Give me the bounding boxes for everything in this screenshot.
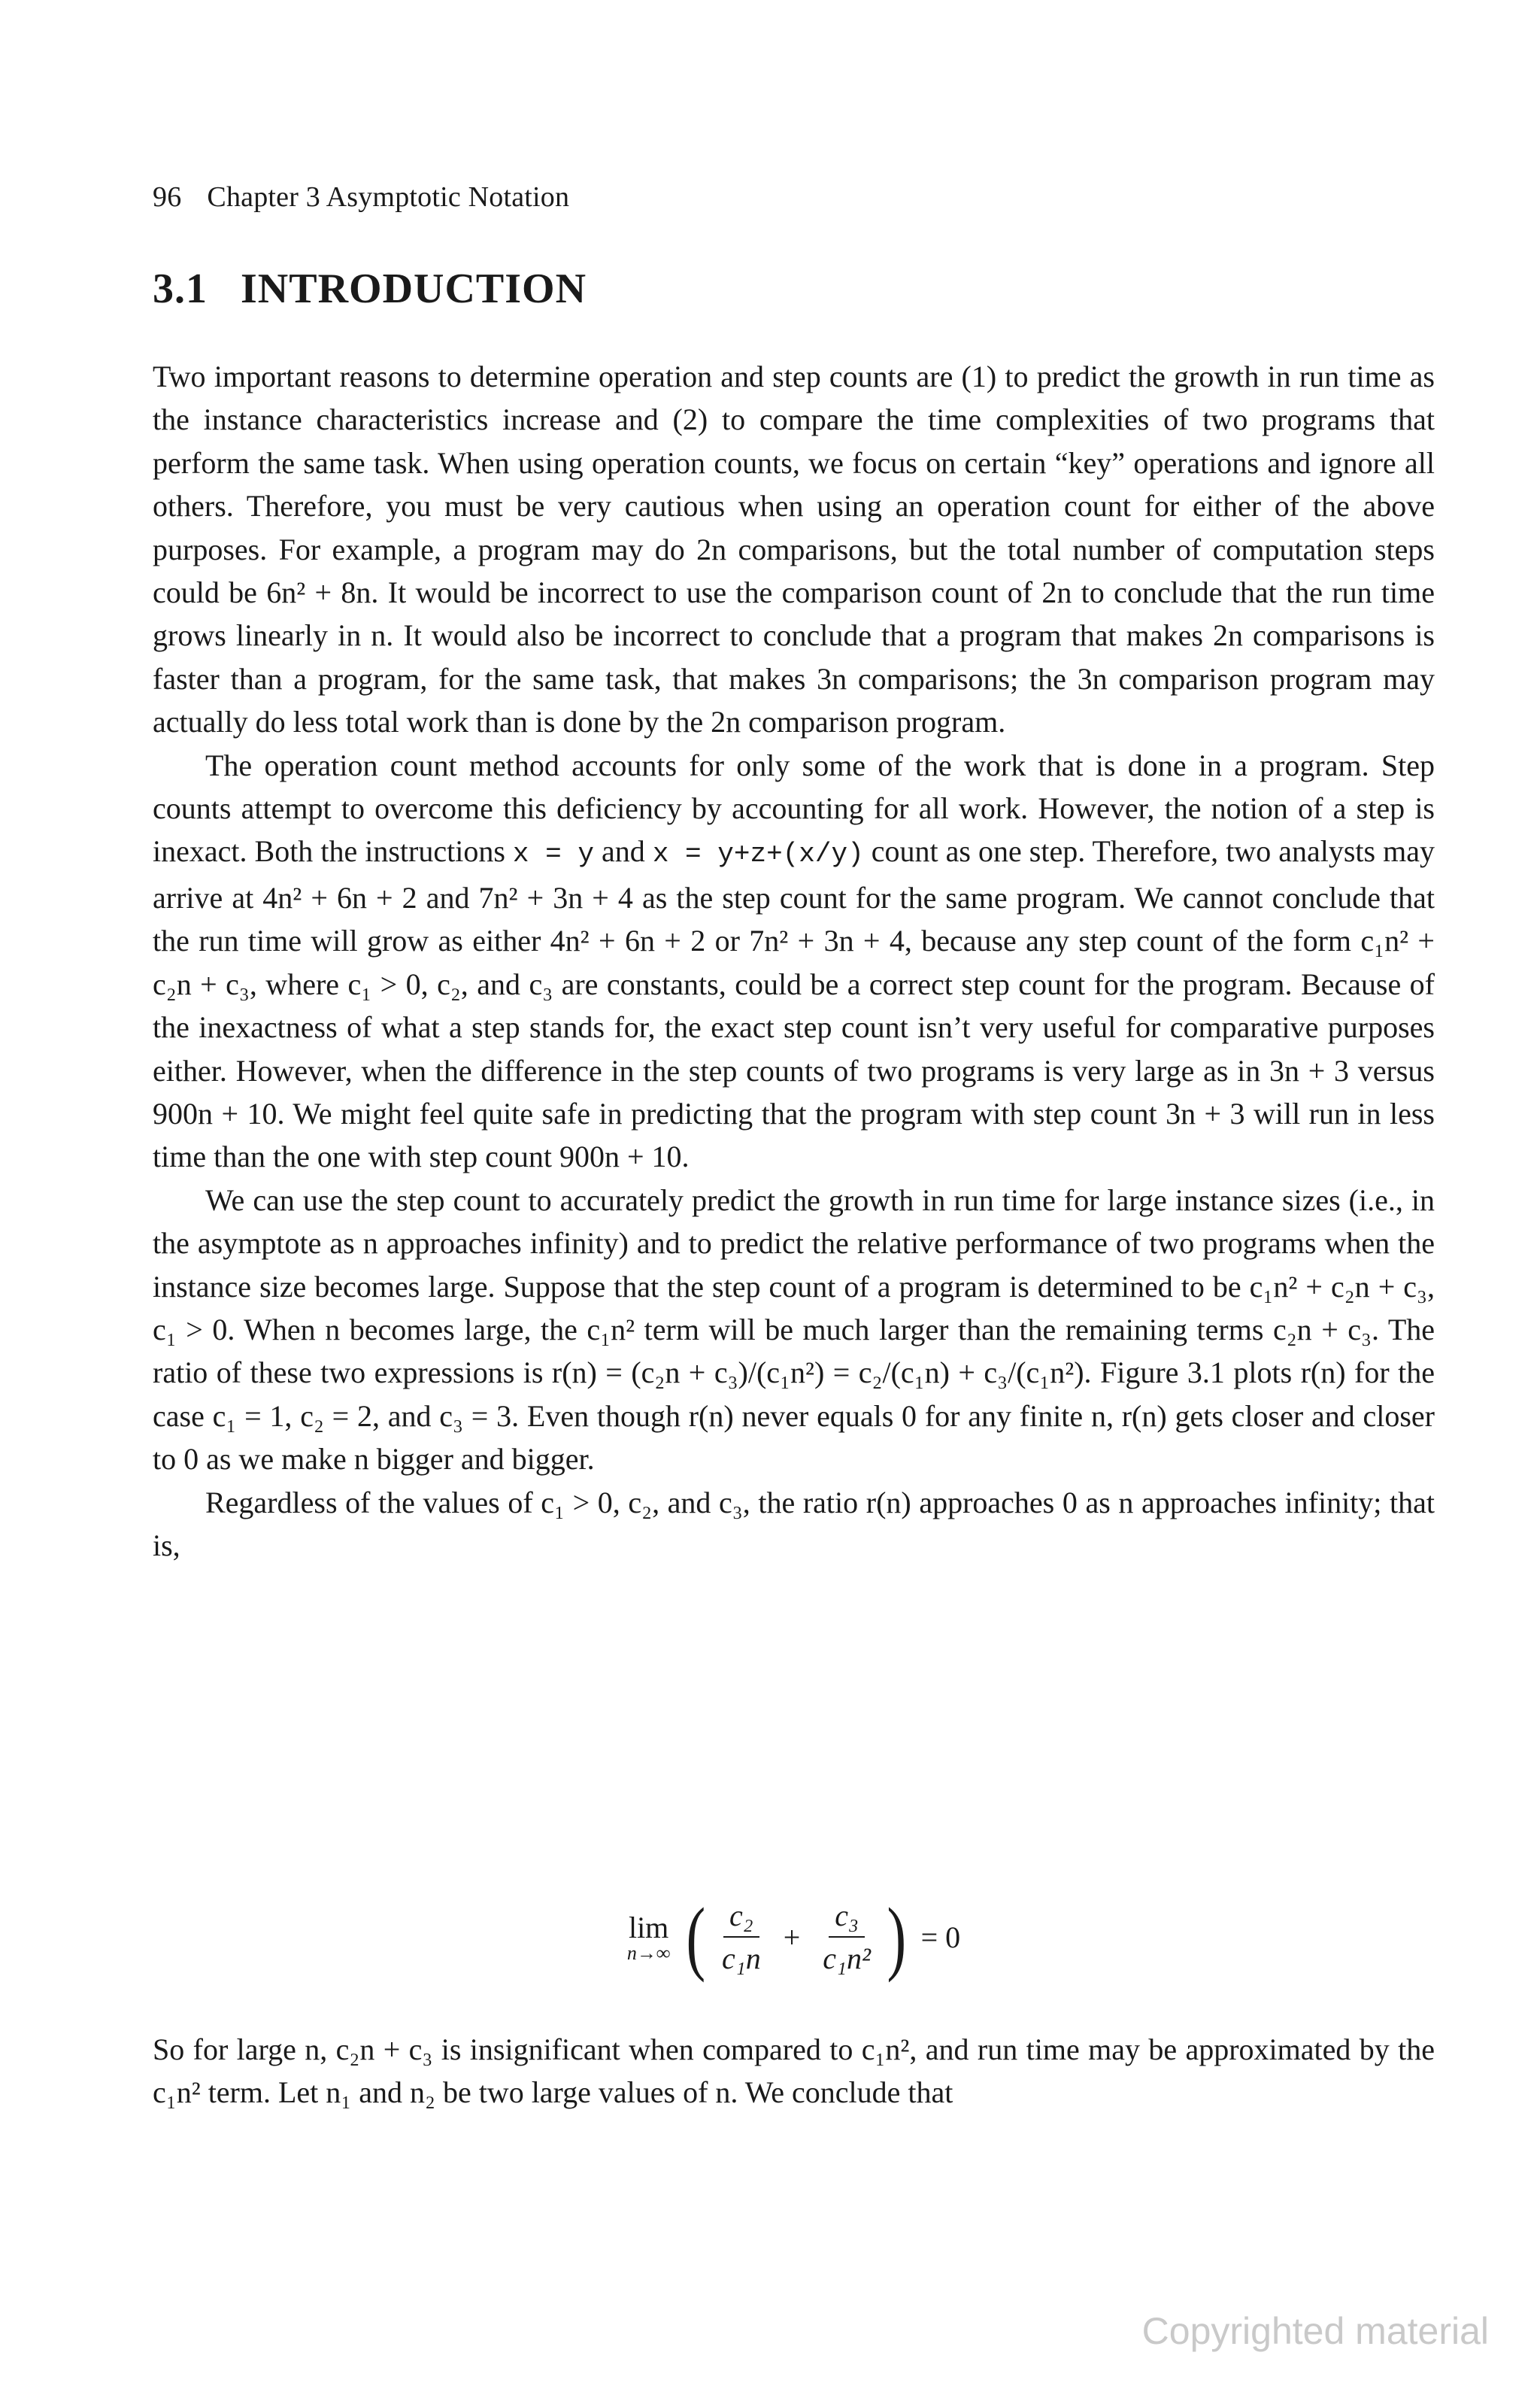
code-instruction-2: x = y+z+(x/y) <box>652 839 864 870</box>
fraction-2-numerator: c₃ <box>829 1898 865 1938</box>
fraction-1-denominator: c₁n <box>722 1941 761 1975</box>
section-heading <box>153 265 587 313</box>
section-number: 3.1 <box>153 266 208 312</box>
limit-label: lim <box>628 1910 669 1944</box>
right-paren: ) <box>887 1891 907 1983</box>
page-number: 96 <box>153 181 182 213</box>
running-title: Chapter 3 Asymptotic Notation <box>207 181 570 213</box>
paragraph-3: We can use the step count to accurately predict the growth in run time for large instance sizes (i.e., in the asymptote as n approaches infinity) and to predict the relative performance of two programs when the instance size becomes large. Suppose that the step count of a program is determined to be c₁n² + c₂n + c₃, c₁ > 0. When n becomes large, the c₁n² term will be much larger than the remaining terms c₂n + c₃. The ratio of these two expressions is r(n) = (c₂n + c₃)/(c₁n²) = c₂/(c₁n) + c₃/(c₁n²). Figure 3.1 plots r(n) for the case c₁ = 1, c₂ = 2, and c₃ = 3. Even though r(n) never equals 0 for any finite n, r(n) gets closer and closer to 0 as we make n bigger and bigger. <box>153 1182 1435 1477</box>
limit-subscript: n→∞ <box>626 1941 671 1964</box>
paragraph-2-part-c: count as one step. Therefore, two analysts may arrive at 4n² + 6n + 2 and 7n² + 3n + 4 as the step count for the same program. We cannot conclude that the run time will grow as either 4n² + 6n + 2 or 7n² + 3n + 4, because any step count of the form c₁n² + c₂n + c₃, where c₁ > 0, c₂, and c₃ are constants, could be a correct step count for the program. Because of the inexactness of what a step stands for, the exact step count isn’t very useful for comparative purposes either. However, when the difference in the step counts of two programs is very large as in 3n + 3 versus 900n + 10. We might feel quite safe in predicting that the program with step count 3n + 3 will run in less time than the one with step count 900n + 10. <box>153 834 1435 1174</box>
paragraph-2-part-a: The operation count method accounts for only some of the work that is done in a program. Step counts attempt to overcome this deficiency by accounting for all work. However, the notion of a step is inexact. Both the instructions <box>153 748 1435 869</box>
section-title: INTRODUCTION <box>241 266 587 312</box>
fraction-1-numerator: c₂ <box>723 1898 759 1938</box>
paragraph-4: Regardless of the values of c₁ > 0, c₂, and c₃, the ratio r(n) approaches 0 as n approaches infinity; that is, <box>153 1485 1435 1562</box>
paragraph-5: So for large n, c₂n + c₃ is insignificant when compared to c₁n², and run time may be approximated by the c₁n² term. Let n₁ and n₂ be two large values of n. We conclude that <box>153 2032 1435 2110</box>
body-text <box>153 355 1435 1567</box>
running-head <box>153 181 569 214</box>
code-instruction-1: x = y <box>512 839 594 870</box>
fraction-2-denominator: c₁n² <box>823 1941 871 1975</box>
equation-rhs: = 0 <box>920 1920 961 1954</box>
left-paren: ( <box>686 1891 706 1983</box>
paragraph-2-part-b: and <box>594 834 653 869</box>
copyright-watermark: Copyrighted material <box>1141 2310 1489 2352</box>
limit-operator <box>627 1910 671 1965</box>
body-text-continued <box>153 2028 1435 2114</box>
fraction-1 <box>716 1898 767 1976</box>
limit-equation <box>153 1891 1435 1983</box>
fraction-2 <box>817 1898 877 1976</box>
plus-sign: + <box>783 1920 801 1954</box>
paragraph-1: Two important reasons to determine operation and step counts are (1) to predict the growth in run time as the instance characteristics increase and (2) to compare the time complexities of two programs that perform the same task. When using operation counts, we focus on certain “key” operations and ignore all others. Therefore, you must be very cautious when using an operation count for either of the above purposes. For example, a program may do 2n comparisons, but the total number of computation steps could be 6n² + 8n. It would be incorrect to use the comparison count of 2n to conclude that the run time grows linearly in n. It would also be incorrect to conclude that a program that makes 2n comparisons is faster than a program, for the same task, that makes 3n comparisons; the 3n comparison program may actually do less total work than is done by the 2n comparison program. <box>153 360 1435 739</box>
paragraph-2 <box>153 744 1435 1179</box>
